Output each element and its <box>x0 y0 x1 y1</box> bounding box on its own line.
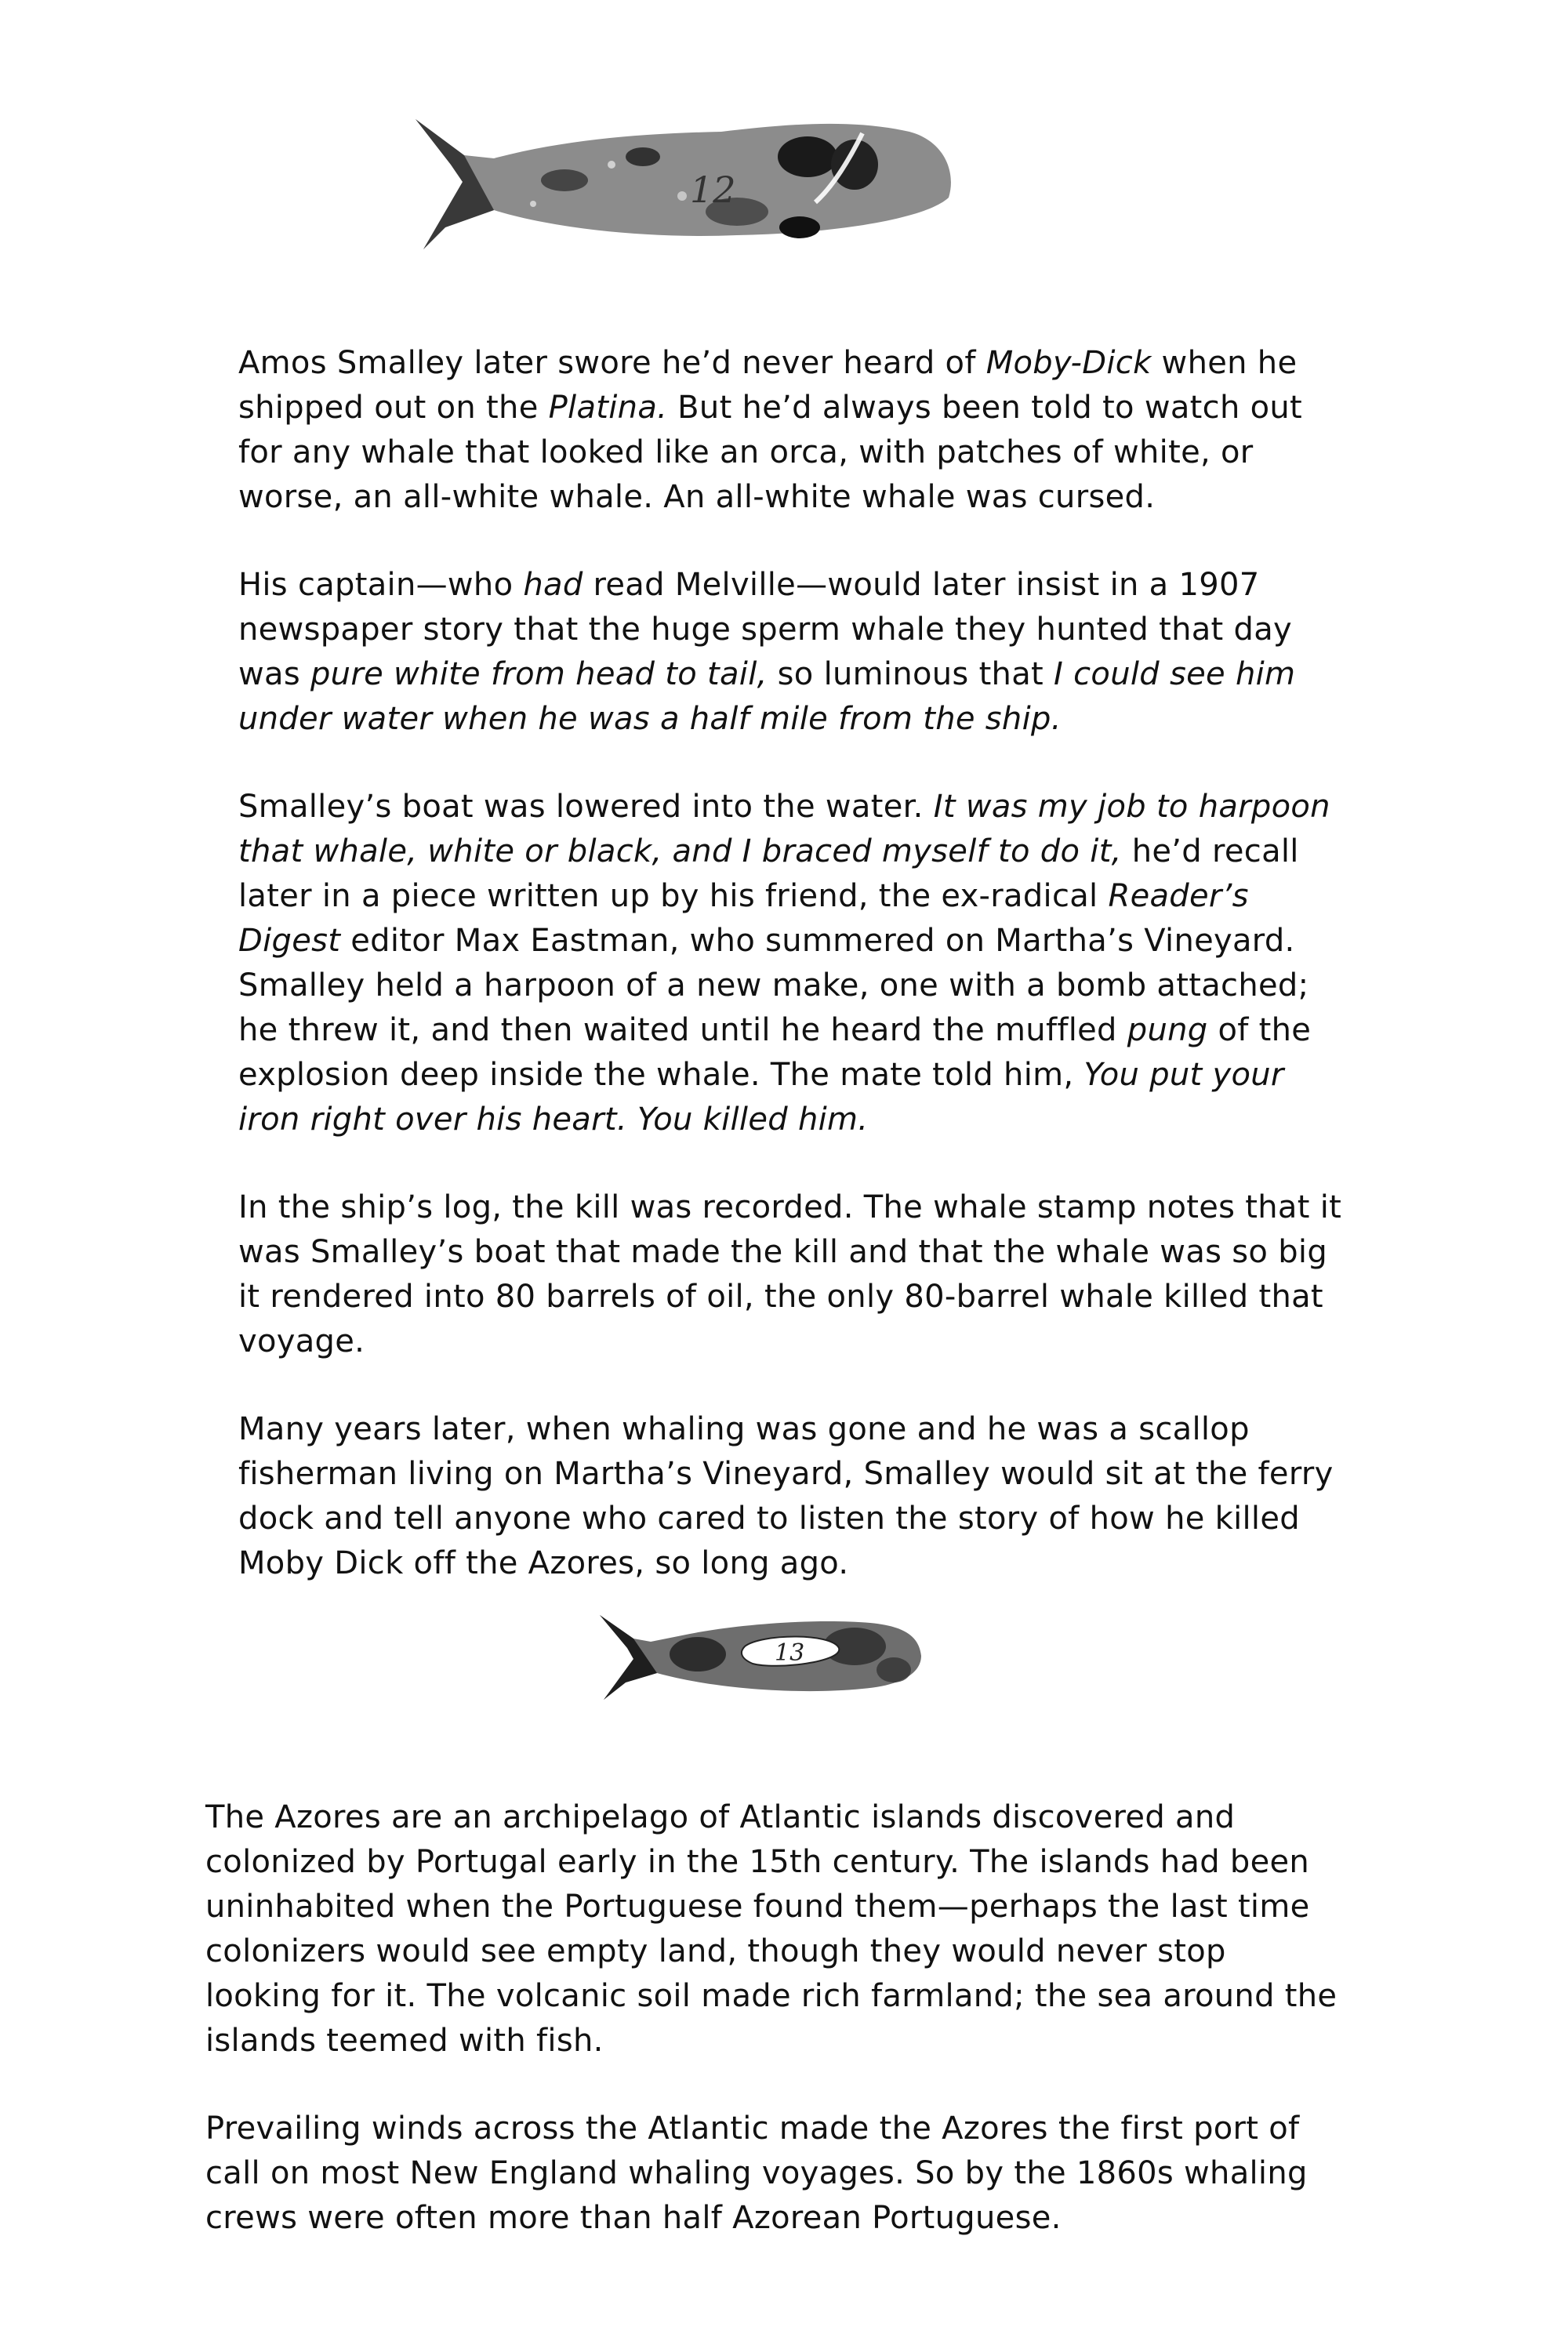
text-run: Smalley’s boat was lowered into the water. <box>238 789 934 825</box>
text-section-1 <box>238 341 1352 1586</box>
text-run: he’d recall later in a piece written up by his friend, the ex-radical <box>238 833 1299 914</box>
whale-stamp-12 <box>408 110 956 259</box>
text-run: of the explosion deep inside the whale. The mate told him, <box>238 1012 1312 1093</box>
text-run: when he shipped out on the <box>238 345 1298 426</box>
paragraph <box>238 341 1352 520</box>
italic-run: I could see him under water when he was a half mile from the ship. <box>238 656 1296 737</box>
italic-run: It was my job to harpoon that whale, white or black, and I braced myself to do it, <box>238 789 1330 869</box>
italic-run: You put your iron right over his heart. You killed him. <box>238 1057 1284 1138</box>
whale-stamp-number: 13 <box>775 1639 805 1667</box>
italic-run: Moby-Dick <box>985 345 1152 381</box>
paragraph <box>205 1795 1350 2063</box>
whale-silhouette <box>416 119 951 249</box>
whale-stamp-icon <box>596 1607 925 1705</box>
text-run: In the ship’s log, the kill was recorded. The whale stamp notes that it was Smalley’s boat that made the kill and that the whale was so big it rendered into 80 barrels of oil, the only 80-barrel whale killed that voyage. <box>238 1189 1342 1359</box>
paragraph <box>238 563 1352 742</box>
text-section-2 <box>205 1795 1350 2241</box>
italic-run: had <box>523 567 583 603</box>
text-run: read Melville—would later insist in a 1907 newspaper story that the huge sperm whale they hunted that day was <box>238 567 1293 692</box>
paragraph <box>205 2107 1350 2241</box>
italic-run: pung <box>1127 1012 1208 1048</box>
paragraph <box>238 1185 1352 1364</box>
paragraph <box>238 1407 1352 1586</box>
italic-run: Platina. <box>548 390 668 426</box>
text-run: editor Max Eastman, who summered on Martha’s Vineyard. Smalley held a harpoon of a new make, one with a bomb attached; he threw it, and then waited until he heard the muffled <box>238 923 1309 1048</box>
italic-run: Reader’s Digest <box>238 878 1249 959</box>
text-run: so luminous that <box>767 656 1054 692</box>
whale-silhouette <box>600 1615 921 1700</box>
text-run: His captain—who <box>238 567 524 603</box>
text-run: Many years later, when whaling was gone and he was a scallop fisherman living on Martha’s Vineyard, Smalley would sit at the ferry dock and tell anyone who cared to listen the story of how he killed Moby Dick off the Azores, so long ago. <box>238 1411 1334 1581</box>
text-run: Prevailing winds across the Atlantic made the Azores the first port of call on most New England whaling voyages. So by the 1860s whaling crews were often more than half Azorean Portuguese. <box>205 2111 1308 2236</box>
whale-stamp-number: 12 <box>690 169 736 211</box>
text-run: But he’d always been told to watch out for any whale that looked like an orca, with patches of white, or worse, an all-white whale. An all-white whale was cursed. <box>238 390 1303 515</box>
text-run: The Azores are an archipelago of Atlantic islands discovered and colonized by Portugal early in the 15th century. The islands had been uninhabited when the Portuguese found them—perhaps the last time colonizers would see empty land, though they would never stop looking for it. The volcanic soil made rich farmland; the sea around the islands teemed with fish. <box>205 1799 1338 2059</box>
italic-run: pure white from head to tail, <box>310 656 768 692</box>
paragraph <box>238 785 1352 1142</box>
text-run: Amos Smalley later swore he’d never heard of <box>238 345 986 381</box>
whale-stamp-13 <box>596 1607 925 1705</box>
whale-stamp-icon <box>408 110 956 259</box>
